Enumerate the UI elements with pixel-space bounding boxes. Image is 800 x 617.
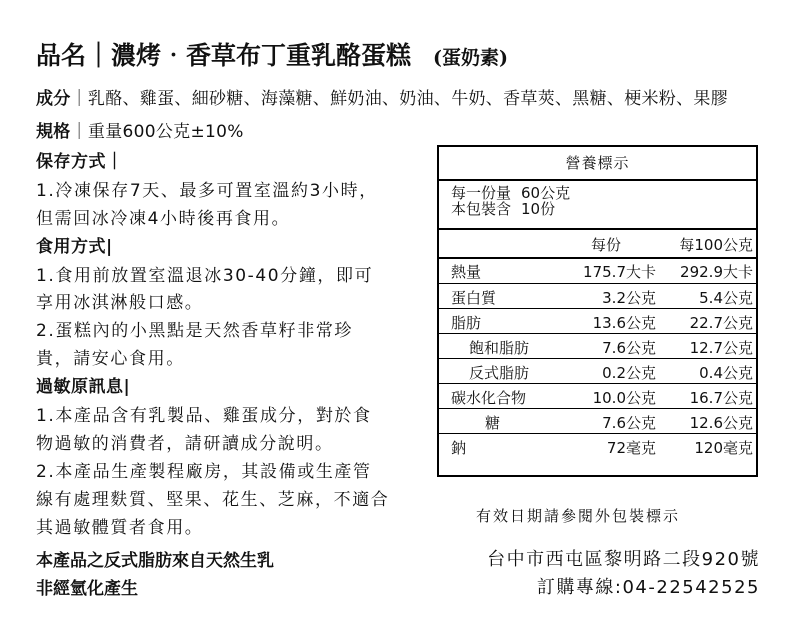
pack-label: 本包裝含 <box>451 200 512 218</box>
row-name: 蛋白質 <box>451 289 497 307</box>
storage-heading: 保存方式｜ <box>36 152 124 172</box>
usage-line-1: 1.食用前放置室溫退冰30-40分鐘，即可 <box>36 266 374 286</box>
allergen-line-3: 2.本產品生產製程廠房，其設備或生產管 <box>36 462 372 482</box>
row-name: 糖 <box>485 414 501 432</box>
usage-line-4: 貴，請安心食用。 <box>36 349 185 369</box>
storage-line-2: 但需回冰冷凍4小時後再食用。 <box>36 209 291 229</box>
serving-info <box>451 185 581 217</box>
row-per: 3.2公克 <box>602 289 656 307</box>
order-line: 訂購專線:04-22542525 <box>536 577 760 598</box>
row-per: 13.6公克 <box>592 314 656 332</box>
table-row <box>439 283 756 309</box>
row-per: 7.6公克 <box>602 414 656 432</box>
allergen-line-2: 物過敏的消費者，請研讀成分說明。 <box>36 434 334 454</box>
serving-label: 每一份量 <box>451 184 512 202</box>
table-row <box>439 258 756 283</box>
spec-text: ｜重量600公克±10% <box>70 122 244 142</box>
usage-line-2: 享用冰淇淋般口感。 <box>36 293 204 313</box>
column-header <box>439 231 756 257</box>
allergen-line-4: 線有處理麩質、堅果、花生、芝麻，不適合 <box>36 490 390 510</box>
row-name: 熱量 <box>451 263 482 281</box>
col-per-serving: 每份 <box>590 236 621 254</box>
row-name: 碳水化合物 <box>451 389 527 407</box>
table-divider <box>439 228 756 230</box>
ingredients-text: ｜乳酪、雞蛋、細砂糖、海藻糖、鮮奶油、奶油、牛奶、香草莢、黑糖、梗米粉、果膠 <box>70 89 729 109</box>
row-per: 7.6公克 <box>602 339 656 357</box>
product-title <box>36 36 508 72</box>
row-per100: 16.7公克 <box>689 389 753 407</box>
row-per100: 292.9大卡 <box>680 263 753 281</box>
usage-heading: 食用方式| <box>36 237 113 257</box>
row-per100: 12.7公克 <box>689 339 753 357</box>
allergen-line-1: 1.本產品含有乳製品、雞蛋成分，對於食 <box>36 406 372 426</box>
row-per: 72毫克 <box>606 439 656 457</box>
table-row <box>439 308 756 334</box>
row-per100: 12.6公克 <box>689 414 753 432</box>
table-row <box>439 333 756 359</box>
spec-line <box>36 117 244 142</box>
row-name: 反式脂肪 <box>469 364 530 382</box>
allergen-line-5: 其過敏體質者食用。 <box>36 518 204 538</box>
ingredients-label: 成分 <box>36 89 71 109</box>
row-per100: 0.4公克 <box>699 364 753 382</box>
row-name: 鈉 <box>451 439 467 457</box>
table-row <box>439 383 756 409</box>
col-per-100: 每100公克 <box>679 236 753 254</box>
table-row <box>439 433 756 459</box>
row-per100: 5.4公克 <box>699 289 753 307</box>
ingredients-line <box>36 84 728 109</box>
nutrition-table <box>437 145 758 477</box>
expiry-note: 有效日期請參閱外包裝標示 <box>476 507 681 525</box>
nutrition-title: 營養標示 <box>439 147 756 181</box>
row-per: 10.0公克 <box>592 389 656 407</box>
usage-line-3: 2.蛋糕內的小黑點是天然香草籽非常珍 <box>36 321 354 341</box>
row-per: 0.2公克 <box>602 364 656 382</box>
serving-value: 60公克 <box>521 184 571 202</box>
row-per: 175.7大卡 <box>583 263 656 281</box>
storage-line-1: 1.冷凍保存7天、最多可置室溫約3小時， <box>36 181 378 201</box>
table-row <box>439 408 756 434</box>
row-per100: 120毫克 <box>694 439 753 457</box>
spec-label: 規格 <box>36 122 71 142</box>
row-name: 飽和脂肪 <box>469 339 530 357</box>
trans-fat-note-1: 本產品之反式脂肪來自天然生乳 <box>36 551 274 571</box>
trans-fat-note-2: 非經氫化產生 <box>36 579 138 599</box>
product-name: 品名｜濃烤‧香草布丁重乳酪蛋糕 <box>36 41 412 70</box>
address: 台中市西屯區黎明路二段920號 <box>487 549 760 570</box>
row-per100: 22.7公克 <box>689 314 753 332</box>
table-row <box>439 358 756 384</box>
allergen-heading: 過敏原訊息| <box>36 377 131 397</box>
pack-value: 10份 <box>521 200 556 218</box>
diet-note: (蛋奶素) <box>433 47 508 69</box>
row-name: 脂肪 <box>451 314 482 332</box>
